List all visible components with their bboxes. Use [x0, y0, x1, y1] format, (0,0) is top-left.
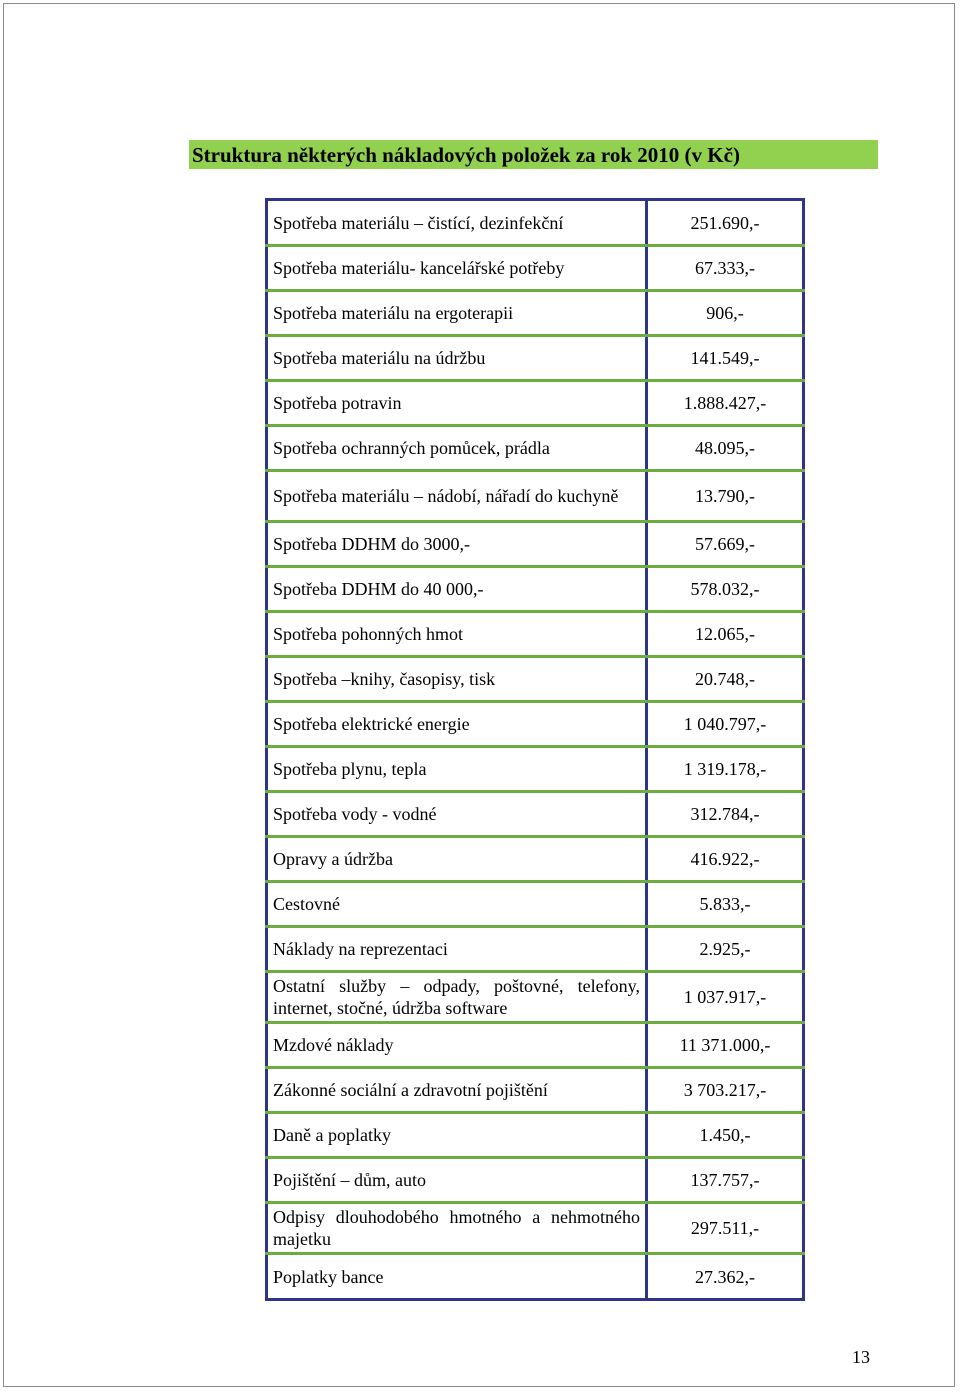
- table-row: [267, 1068, 804, 1113]
- row-value: 2.925,-: [647, 927, 804, 972]
- table-row: [267, 657, 804, 702]
- table-row: [267, 1023, 804, 1068]
- row-value: 1 037.917,-: [647, 972, 804, 1023]
- table-row: [267, 747, 804, 792]
- row-label: Spotřeba elektrické energie: [267, 702, 647, 747]
- row-value: 48.095,-: [647, 426, 804, 471]
- row-value: 1.888.427,-: [647, 381, 804, 426]
- cost-table: [265, 198, 805, 1301]
- row-label: Cestovné: [267, 882, 647, 927]
- row-value: 20.748,-: [647, 657, 804, 702]
- row-value: 67.333,-: [647, 246, 804, 291]
- row-label: Spotřeba ochranných pomůcek, prádla: [267, 426, 647, 471]
- row-label: Ostatní služby – odpady, poštovné, telefony, internet, stočné, údržba software: [267, 972, 647, 1023]
- row-value: 312.784,-: [647, 792, 804, 837]
- table-row: [267, 1158, 804, 1203]
- table-row: [267, 792, 804, 837]
- row-value: 11 371.000,-: [647, 1023, 804, 1068]
- table-row: [267, 471, 804, 522]
- row-value: 5.833,-: [647, 882, 804, 927]
- row-label: Daně a poplatky: [267, 1113, 647, 1158]
- row-label: Spotřeba pohonných hmot: [267, 612, 647, 657]
- table-row: [267, 1254, 804, 1300]
- table-row: [267, 1203, 804, 1254]
- row-value: 578.032,-: [647, 567, 804, 612]
- row-value: 141.549,-: [647, 336, 804, 381]
- row-label: Spotřeba vody - vodné: [267, 792, 647, 837]
- table-row: [267, 927, 804, 972]
- section-heading: Struktura některých nákladových položek za rok 2010 (v Kč): [189, 140, 878, 169]
- row-label: Poplatky bance: [267, 1254, 647, 1300]
- row-value: 27.362,-: [647, 1254, 804, 1300]
- row-label: Pojištění – dům, auto: [267, 1158, 647, 1203]
- row-value: 1 040.797,-: [647, 702, 804, 747]
- row-label: Spotřeba materiálu – čistící, dezinfekční: [267, 200, 647, 246]
- table-row: [267, 291, 804, 336]
- row-label: Spotřeba –knihy, časopisy, tisk: [267, 657, 647, 702]
- row-label: Spotřeba potravin: [267, 381, 647, 426]
- row-label: Zákonné sociální a zdravotní pojištění: [267, 1068, 647, 1113]
- row-label: Spotřeba DDHM do 3000,-: [267, 522, 647, 567]
- table-row: [267, 972, 804, 1023]
- row-value: 137.757,-: [647, 1158, 804, 1203]
- row-label: Spotřeba materiálu – nádobí, nářadí do kuchyně: [267, 471, 647, 522]
- page-number: 13: [852, 1347, 870, 1367]
- row-value: 1.450,-: [647, 1113, 804, 1158]
- row-value: 416.922,-: [647, 837, 804, 882]
- row-label: Spotřeba materiálu na ergoterapii: [267, 291, 647, 336]
- table-row: [267, 336, 804, 381]
- table-row: [267, 567, 804, 612]
- table-row: [267, 1113, 804, 1158]
- table-row: [267, 837, 804, 882]
- row-label: Opravy a údržba: [267, 837, 647, 882]
- row-value: 251.690,-: [647, 200, 804, 246]
- row-value: 57.669,-: [647, 522, 804, 567]
- table-row: [267, 882, 804, 927]
- row-value: 1 319.178,-: [647, 747, 804, 792]
- table-row: [267, 612, 804, 657]
- row-value: 906,-: [647, 291, 804, 336]
- row-value: 297.511,-: [647, 1203, 804, 1254]
- table-row: [267, 381, 804, 426]
- table-row: [267, 522, 804, 567]
- table-row: [267, 200, 804, 246]
- table-row: [267, 426, 804, 471]
- row-label: Spotřeba materiálu- kancelářské potřeby: [267, 246, 647, 291]
- row-label: Spotřeba plynu, tepla: [267, 747, 647, 792]
- table-row: [267, 702, 804, 747]
- row-label: Spotřeba DDHM do 40 000,-: [267, 567, 647, 612]
- row-label: Spotřeba materiálu na údržbu: [267, 336, 647, 381]
- row-value: 12.065,-: [647, 612, 804, 657]
- row-label: Odpisy dlouhodobého hmotného a nehmotného majetku: [267, 1203, 647, 1254]
- row-value: 13.790,-: [647, 471, 804, 522]
- row-label: Mzdové náklady: [267, 1023, 647, 1068]
- row-value: 3 703.217,-: [647, 1068, 804, 1113]
- row-label: Náklady na reprezentaci: [267, 927, 647, 972]
- table-row: [267, 246, 804, 291]
